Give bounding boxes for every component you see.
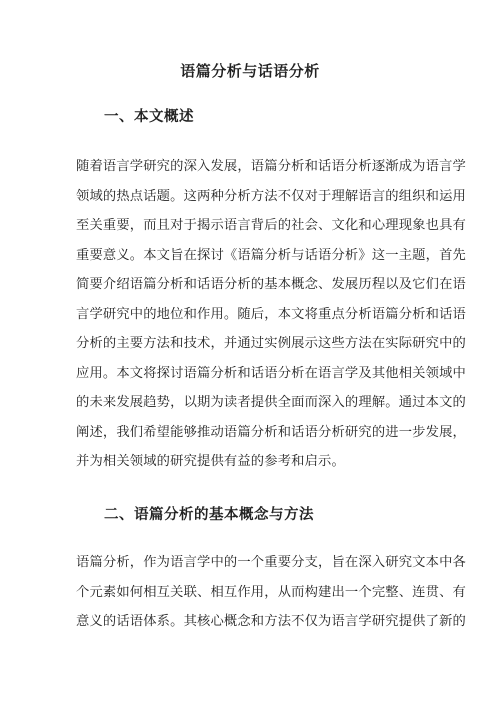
section-body-concepts [76, 548, 466, 637]
paragraph-line: 言学研究中的地位和作用。随后，本文将重点分析语篇分析和话语 [76, 306, 466, 322]
section-heading-concepts: 二、语篇分析的基本概念与方法 [104, 506, 314, 523]
paragraph-line: 分析的主要方法和技术，并通过实例展示这些方法在实际研究中的 [76, 336, 466, 351]
paragraph-line: 应用。本文将探讨语篇分析和话语分析在语言学及其他相关领域中 [76, 365, 466, 381]
paragraph-line: 阐述，我们希望能够推动语篇分析和话语分析研究的进一步发展， [76, 424, 466, 440]
paragraph-line: 意义的话语体系。其核心概念和方法不仅为语言学研究提供了新的 [76, 614, 466, 629]
paragraph-line: 重要意义。本文旨在探讨《语篇分析与话语分析》这一主题，首先 [76, 247, 466, 263]
document-title: 语篇分析与话语分析 [180, 62, 320, 80]
section-body-overview [76, 152, 466, 477]
section-heading-overview: 一、本文概述 [104, 108, 194, 125]
paragraph-line: 语篇分析，作为语言学中的一个重要分支，旨在深入研究文本中各 [76, 555, 466, 570]
paragraph-line: 简要介绍语篇分析和话语分析的基本概念、发展历程以及它们在语 [76, 277, 466, 292]
paragraph-line: 个元素如何相互关联、相互作用，从而构建出一个完整、连贯、有 [76, 584, 466, 600]
paragraph-line: 至关重要，而且对于揭示语言背后的社会、文化和心理现象也具有 [76, 218, 466, 233]
paragraph-line: 的未来发展趋势，以期为读者提供全面而深入的理解。通过本文的 [76, 395, 466, 410]
paragraph-line: 并为相关领域的研究提供有益的参考和启示。 [76, 454, 345, 469]
paragraph-line: 随着语言学研究的深入发展，语篇分析和话语分析逐渐成为语言学 [76, 159, 466, 174]
paragraph-line: 领域的热点话题。这两种分析方法不仅对于理解语言的组织和运用 [76, 188, 466, 204]
